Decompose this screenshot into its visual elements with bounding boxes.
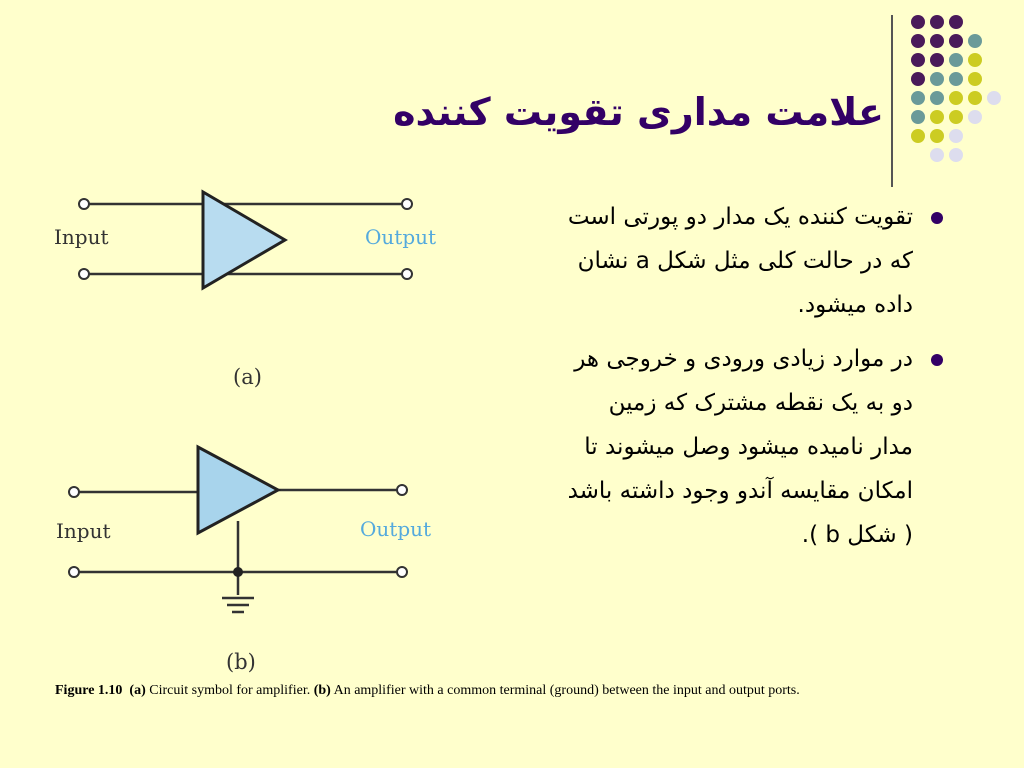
output-label: Output: [360, 517, 432, 541]
decorative-dot: [930, 110, 944, 124]
output-label: Output: [365, 225, 437, 249]
ground-node: [233, 567, 243, 577]
decorative-dot: [949, 129, 963, 143]
decorative-dot: [949, 34, 963, 48]
decorative-dot: [930, 148, 944, 162]
decorative-dot: [930, 129, 944, 143]
slide-title: علامت مداری تقویت کننده: [393, 90, 884, 134]
decorative-dot: [949, 110, 963, 124]
decorative-dot: [930, 72, 944, 86]
caption-tag-a: (a): [129, 683, 146, 698]
terminal: [397, 567, 407, 577]
decorative-dot: [968, 110, 982, 124]
decorative-dot: [930, 15, 944, 29]
decorative-dot: [930, 34, 944, 48]
bullet-item: [560, 195, 945, 327]
bullet-text: در موارد زیادی ورودی و خروجی هر دو به یک نقطه مشترک که زمین مدار نامیده میشود وصل میشوند تا امکان مقایسه آندو وجود داشته باشد ( شکل b ).: [567, 346, 913, 548]
decorative-dot: [911, 15, 925, 29]
decorative-dot: [949, 91, 963, 105]
terminal: [402, 199, 412, 209]
decorative-dot-grid: [0, 0, 1024, 170]
decorative-dot: [911, 72, 925, 86]
input-label: Input: [54, 225, 109, 249]
caption-text-b: An amplifier with a common terminal (ground) between the input and output ports.: [333, 683, 800, 698]
decorative-dot: [968, 91, 982, 105]
bullet-icon: [931, 212, 943, 224]
decorative-dot: [949, 148, 963, 162]
amplifier-circuit-b: [40, 435, 460, 625]
amplifier-triangle: [198, 447, 278, 533]
caption-text-a: Circuit symbol for amplifier.: [149, 683, 311, 698]
bullet-list: [560, 195, 945, 567]
decorative-dot: [968, 53, 982, 67]
decorative-dot: [911, 91, 925, 105]
caption-b: (b): [226, 650, 256, 674]
decorative-dot: [987, 91, 1001, 105]
decorative-dot: [949, 72, 963, 86]
decorative-dot: [911, 53, 925, 67]
bullet-text: تقویت کننده یک مدار دو پورتی است که در حالت کلی مثل شکل a نشان داده میشود.: [567, 204, 913, 318]
decorative-dot: [949, 15, 963, 29]
caption-tag-b: (b): [313, 683, 331, 698]
terminal: [69, 567, 79, 577]
decorative-dot: [911, 34, 925, 48]
decorative-dot: [930, 53, 944, 67]
decorative-dot: [930, 91, 944, 105]
decorative-dot: [911, 110, 925, 124]
amplifier-circuit-a: [40, 180, 460, 300]
terminal: [79, 269, 89, 279]
input-label: Input: [56, 519, 111, 543]
figure-caption: [55, 683, 1005, 699]
terminal: [69, 487, 79, 497]
terminal: [397, 485, 407, 495]
caption-a: (a): [233, 365, 262, 389]
title-divider: [891, 15, 893, 187]
terminal: [79, 199, 89, 209]
decorative-dot: [968, 72, 982, 86]
bullet-item: [560, 337, 945, 557]
decorative-dot: [911, 129, 925, 143]
bullet-icon: [931, 354, 943, 366]
decorative-dot: [968, 34, 982, 48]
decorative-dot: [949, 53, 963, 67]
terminal: [402, 269, 412, 279]
figure-number: Figure 1.10: [55, 683, 123, 698]
